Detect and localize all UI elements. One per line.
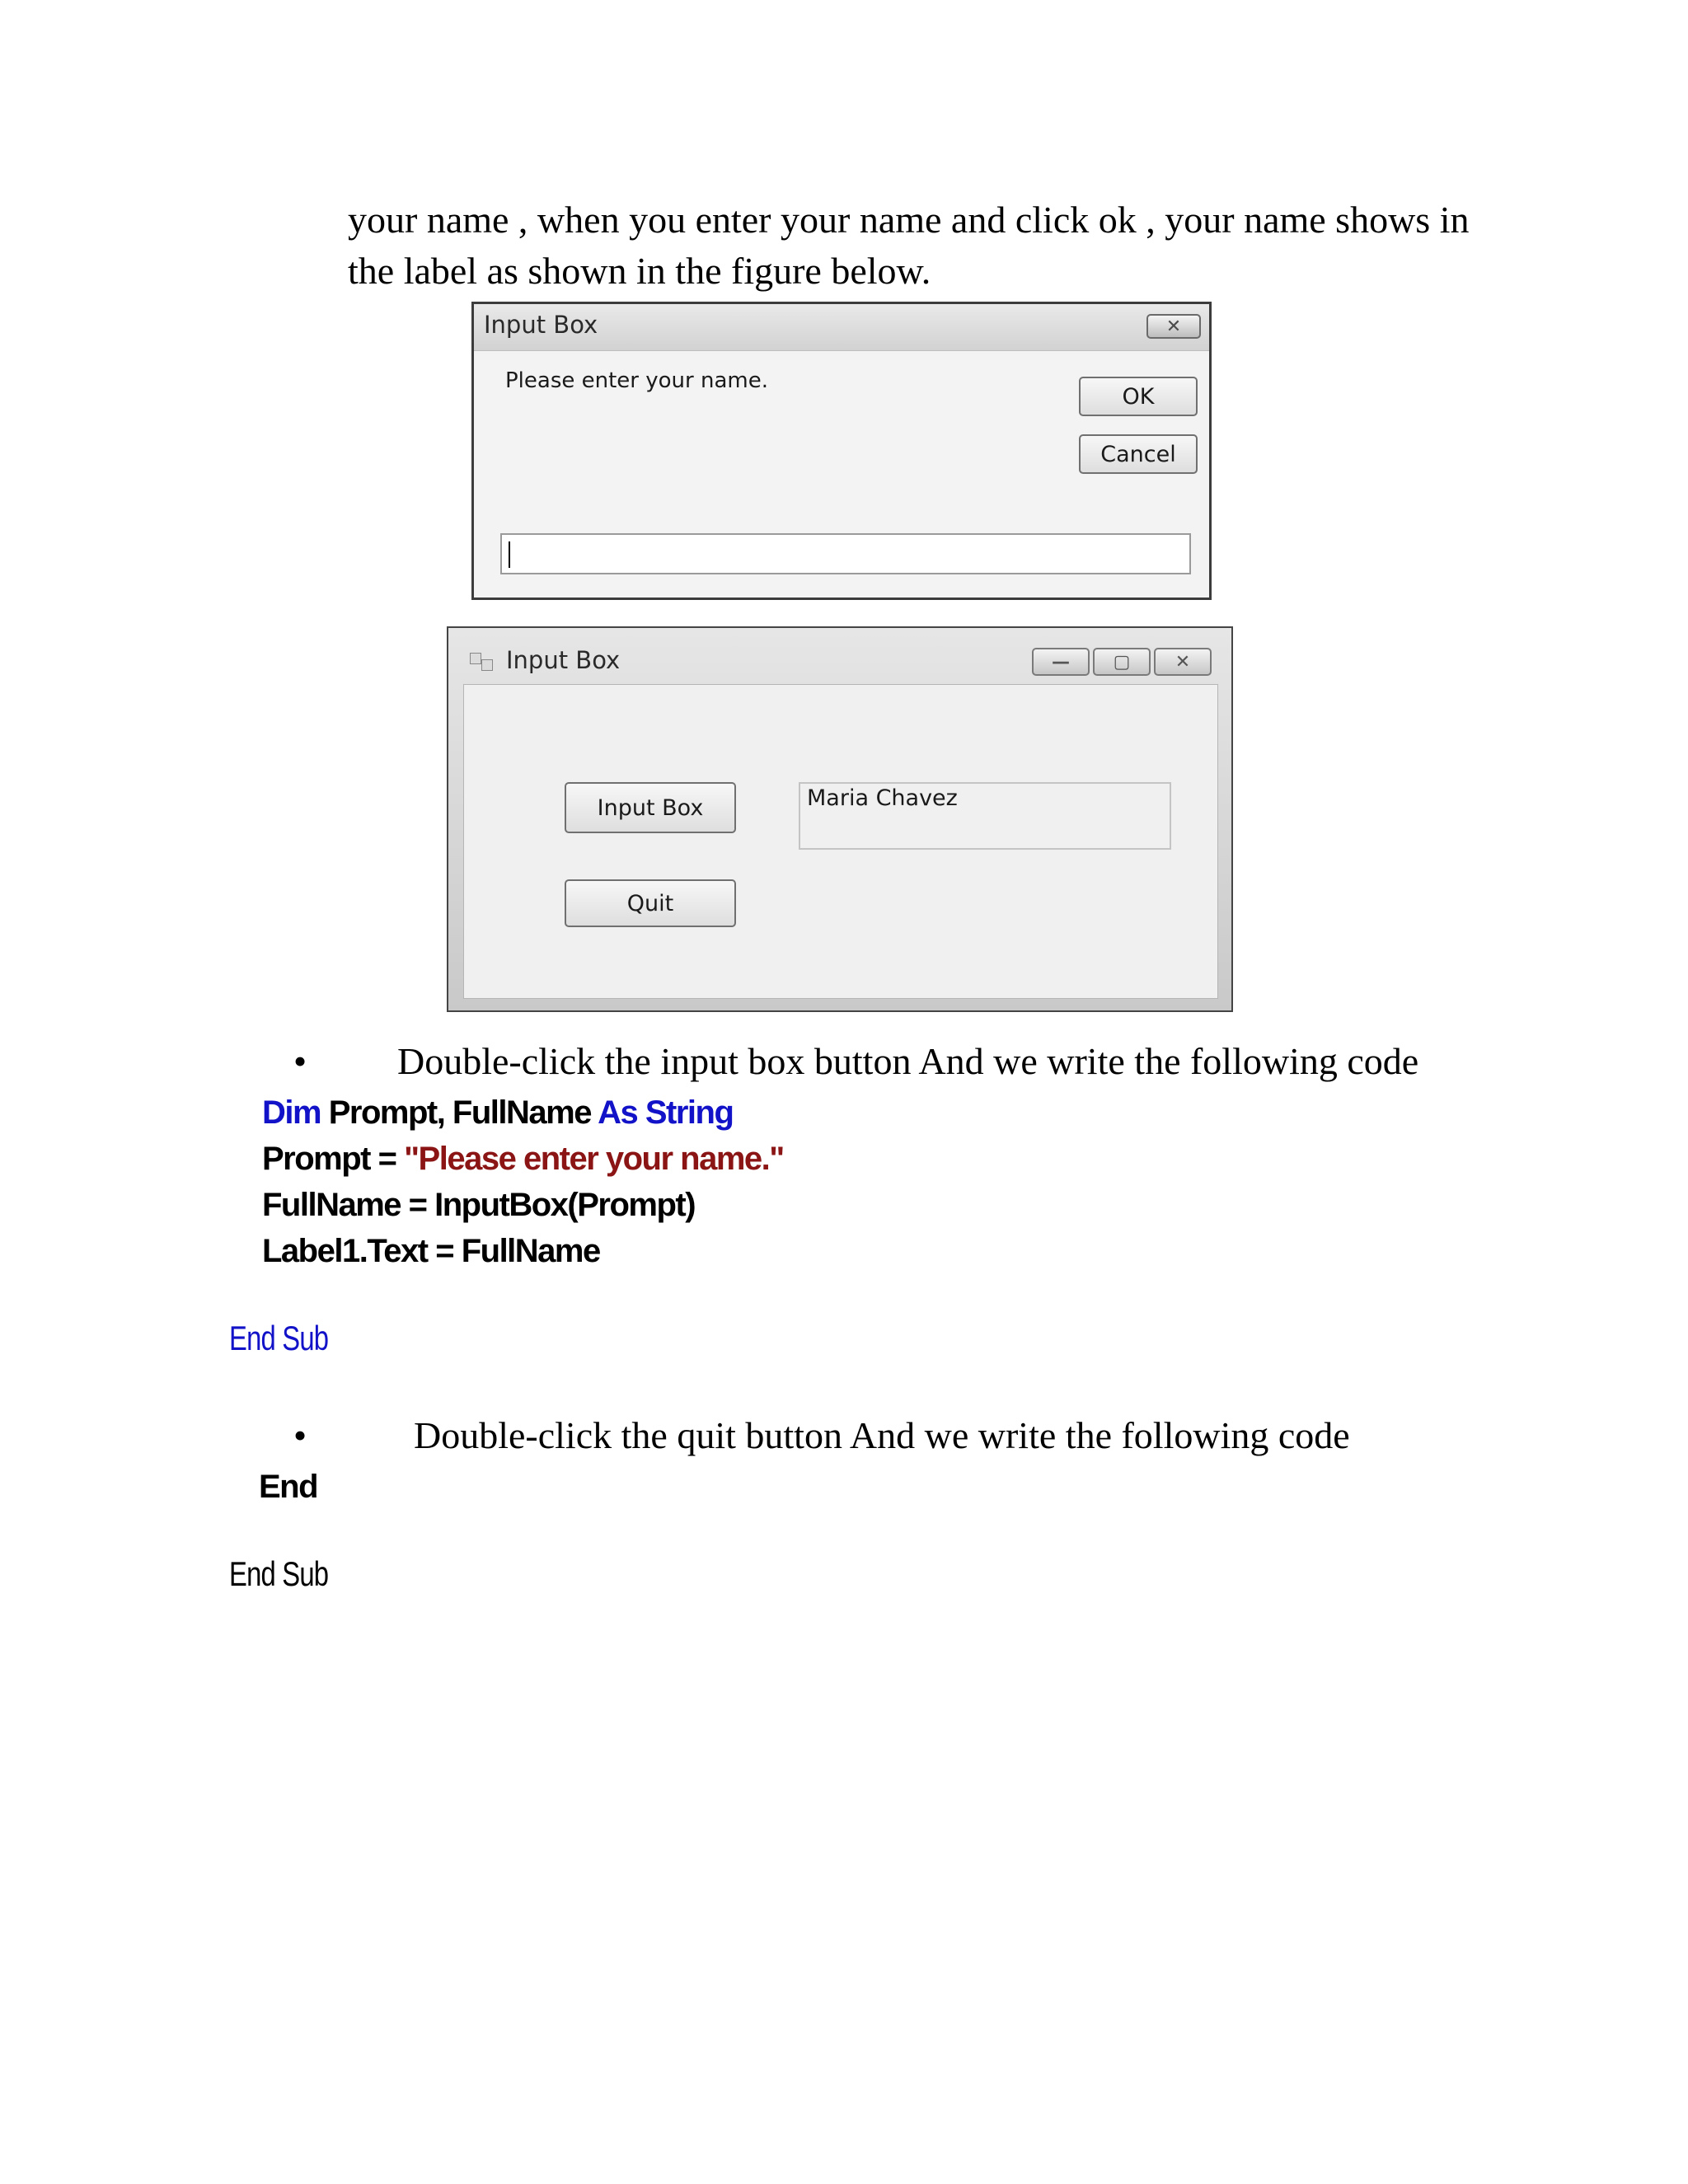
name-label: Maria Chavez xyxy=(799,782,1171,850)
code-line-end: End xyxy=(259,1469,318,1505)
input-box-button[interactable]: Input Box xyxy=(565,782,736,833)
quit-button[interactable]: Quit xyxy=(565,879,736,927)
keyword-dim: Dim xyxy=(262,1094,321,1131)
input-box-dialog xyxy=(471,302,1212,600)
form-window xyxy=(447,626,1233,1012)
dialog-title: Input Box xyxy=(484,311,598,339)
bullet-text: Double-click the input box button And we write the following code xyxy=(397,1040,1419,1082)
dialog-title-bar xyxy=(474,304,1209,351)
intro-line-1: your name , when you enter your name and click ok , your name shows in xyxy=(348,199,1470,241)
code-line-dim xyxy=(262,1090,733,1136)
app-icon xyxy=(470,649,495,673)
close-icon[interactable]: ✕ xyxy=(1154,648,1212,676)
intro-line-2: the label as shown in the figure below. xyxy=(348,250,931,292)
maximize-icon[interactable]: ▢ xyxy=(1093,648,1151,676)
code-end-sub: End Sub xyxy=(229,1319,329,1357)
ok-button[interactable]: OK xyxy=(1079,377,1198,416)
text-caret xyxy=(509,541,510,568)
bullet-text: Double-click the quit button And we write the following code xyxy=(414,1414,1350,1456)
cancel-button[interactable]: Cancel xyxy=(1079,434,1198,474)
code-line-inputbox: FullName = InputBox(Prompt) xyxy=(262,1187,696,1223)
form-client-area xyxy=(463,684,1218,999)
intro-paragraph xyxy=(348,194,1502,297)
close-icon[interactable]: ✕ xyxy=(1146,314,1201,339)
string-literal: "Please enter your name." xyxy=(404,1141,784,1177)
code-line-prompt xyxy=(262,1136,784,1182)
keyword-as-string: As String xyxy=(598,1094,734,1131)
code-end-sub: End Sub xyxy=(229,1554,329,1593)
code-line-label: Label1.Text = FullName xyxy=(262,1233,600,1269)
code-text: Prompt = xyxy=(262,1141,405,1177)
code-text: Prompt, FullName xyxy=(321,1094,598,1131)
name-input[interactable] xyxy=(500,533,1191,574)
bullet-icon: • xyxy=(293,1414,307,1456)
window-title: Input Box xyxy=(506,646,621,674)
bullet-icon: • xyxy=(293,1040,307,1082)
prompt-text: Please enter your name. xyxy=(505,368,768,393)
minimize-icon[interactable]: — xyxy=(1032,648,1090,676)
